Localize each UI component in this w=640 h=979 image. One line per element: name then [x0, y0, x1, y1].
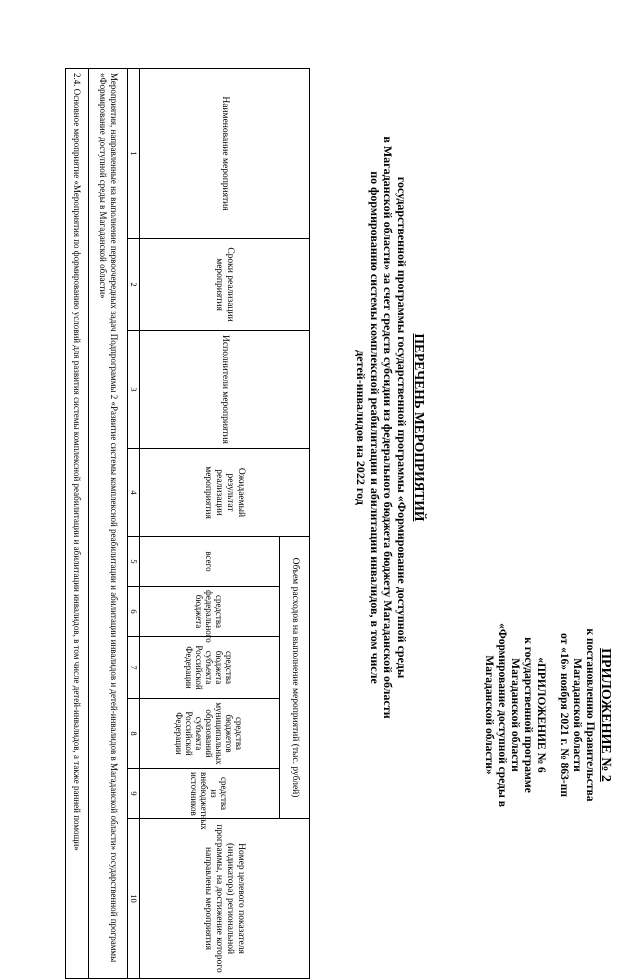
appendix-line: к постановлению Правительства: [584, 628, 596, 802]
header-indicator: Номер целевого показателя (индикатора) региональной программы, на достижение которого направлены мероприятия: [140, 819, 310, 979]
column-number: 1: [128, 69, 140, 239]
list-heading: [354, 60, 426, 795]
column-number: 4: [128, 449, 140, 537]
section-row-text: Мероприятия, направленные на выполнение первоочередных задач Подпрограммы 2 «Развитие системы комплексной реабилитации и абилитации инвалидов и детей-инвалидов в Магаданской области» государственной программы «Формирование доступной среды в Магаданской области»: [89, 69, 128, 979]
appendix-line: Магаданской области: [571, 658, 583, 772]
column-number: 10: [128, 819, 140, 979]
header-federal: средства федерального бюджета: [140, 587, 280, 637]
heading-line: по формированию системы комплексной реабилитации и абилитации инвалидов, в том числе: [367, 171, 382, 684]
column-number: 8: [128, 699, 140, 769]
appendix-sub-title: «ПРИЛОЖЕНИЕ № 6: [535, 657, 547, 773]
header-extra: средства из внебюджетных источников: [140, 769, 280, 819]
column-number: 7: [128, 637, 140, 699]
header-terms: Сроки реализации мероприятия: [140, 239, 310, 331]
header-executors: Исполнители мероприятия: [140, 331, 310, 449]
header-result: Ожидаемый результат реализации мероприятия: [140, 449, 310, 537]
appendix-line: от «16» ноября 2021 г. № 863-пп: [558, 633, 570, 797]
heading-line: государственной программы государственной программы «Формирование доступной среды: [395, 176, 409, 679]
measures-table: [65, 68, 310, 979]
column-number: 6: [128, 587, 140, 637]
header-municipal: средства бюджетов муниципальных образований субъекта Российской Федерации: [140, 699, 280, 769]
column-number: 2: [128, 239, 140, 331]
appendix-line: к государственной программе: [522, 637, 534, 793]
heading-line: детей-инвалидов на 2022 год: [354, 350, 369, 505]
table-row: [66, 69, 89, 979]
appendix-block: [482, 575, 612, 855]
header-costs: Объем расходов на выполнение мероприятий (тыс. рублей): [280, 537, 310, 819]
heading-line: в Магаданской области» за счет средств субсидии из федерального бюджета бюджету Магаданской области: [381, 136, 396, 719]
appendix-line: «Формирование доступной среды в: [496, 623, 508, 807]
page-title: ПЕРЕЧЕНЬ МЕРОПРИЯТИЙ: [412, 333, 427, 522]
column-numbers-row: [128, 69, 140, 979]
header-total: всего: [140, 537, 280, 587]
appendix-line: Магаданской области: [509, 658, 521, 772]
main-measure-row-text: 2.4. Основное мероприятие «Мероприятия по формированию условий для развития системы комплексной реабилитации и абилитации инвалидов, в том числе детей-инвалидов, а также ранней помощи»: [66, 69, 89, 979]
appendix-line: Магаданской области»: [483, 655, 495, 775]
table-row: [89, 69, 128, 979]
header-name: Наименование мероприятия: [140, 69, 310, 239]
column-number: 3: [128, 331, 140, 449]
column-number: 5: [128, 537, 140, 587]
column-number: 9: [128, 769, 140, 819]
header-subject: средства бюджета субъекта Российской Федерации: [140, 637, 280, 699]
appendix-title: ПРИЛОЖЕНИЕ № 2: [598, 648, 613, 782]
